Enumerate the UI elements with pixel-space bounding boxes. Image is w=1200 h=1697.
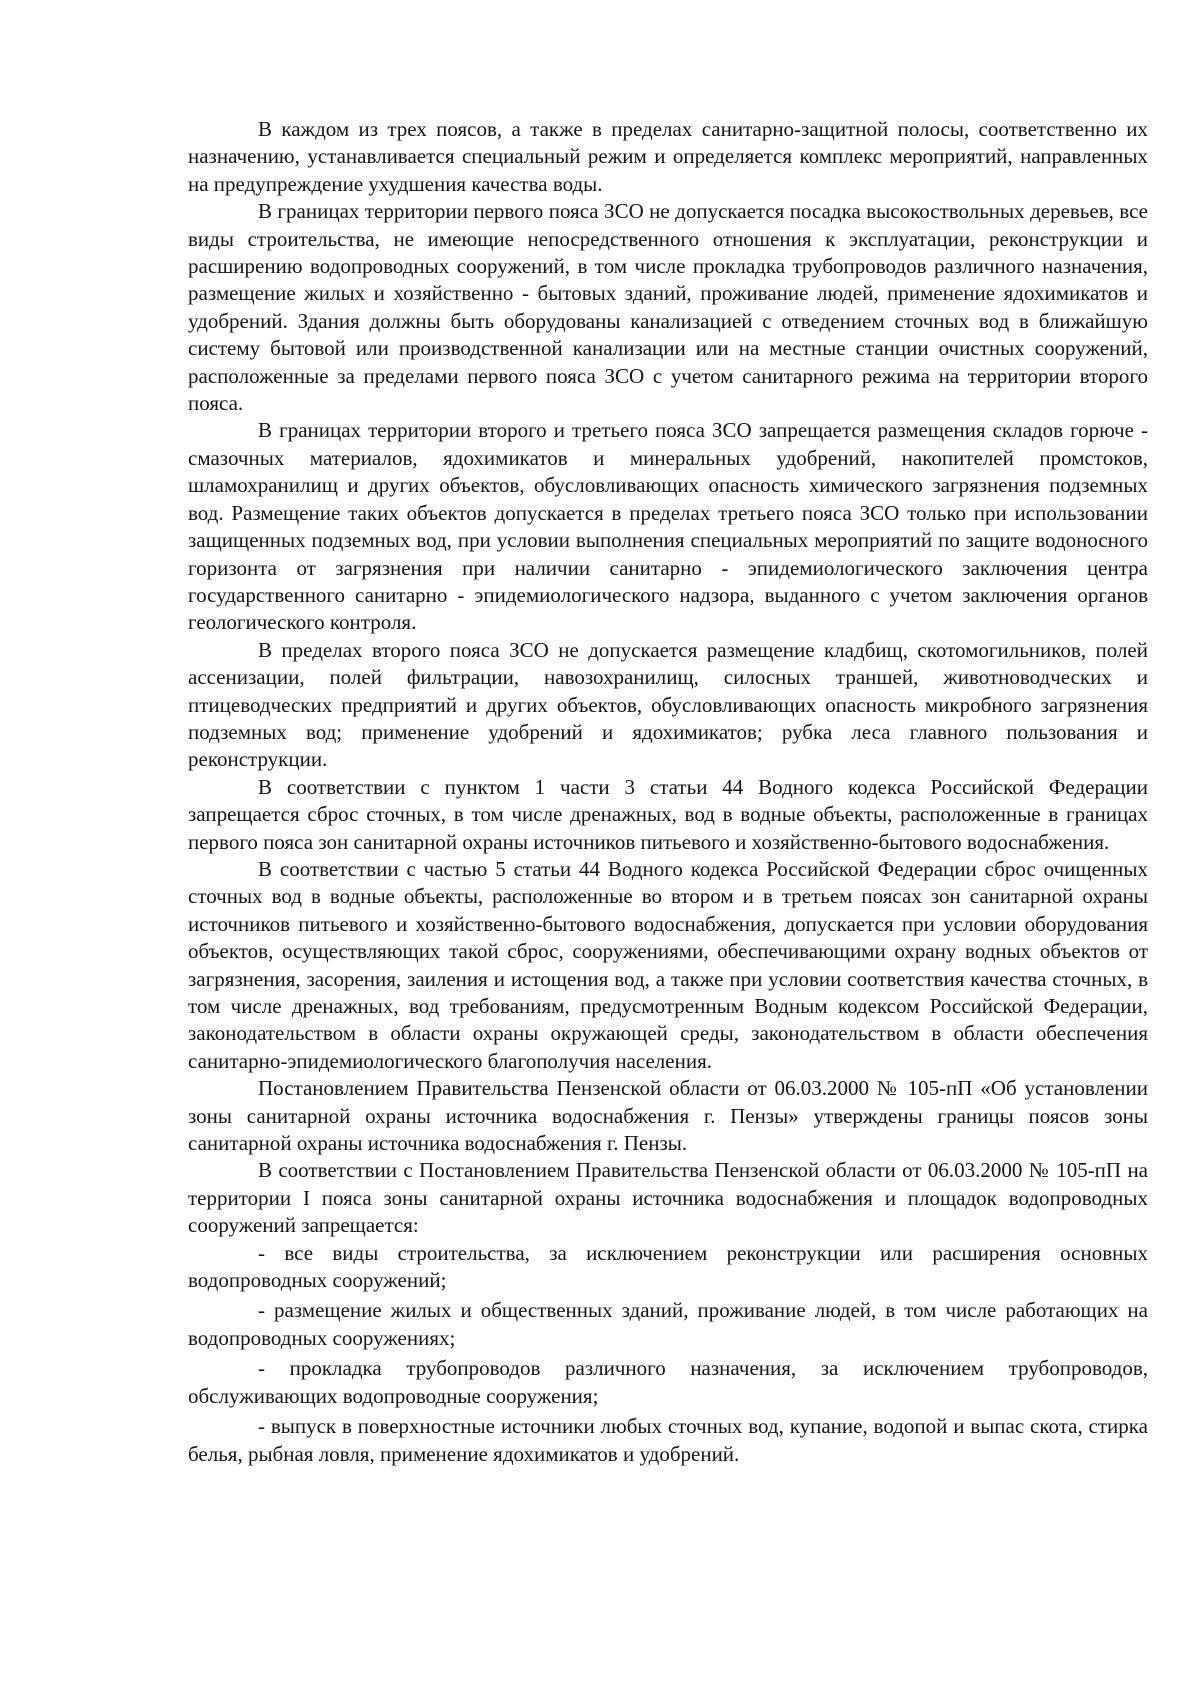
paragraph-penza-resolution: Постановлением Правительства Пензенской области от 06.03.2000 № 105-пП «Об установлении зоны санитарной охраны источника водоснабжения г. Пензы» утверждены границы поясов зоны санитарной охраны источника водоснабжения г. Пензы. — [188, 1076, 1148, 1156]
paragraph-water-code-clause-5: В соответствии с частью 5 статьи 44 Водного кодекса Российской Федерации сброс очищенных сточных вод в водные объекты, расположенные во втором и в третьем поясах зон санитарной охраны источников питьевого и хозяйственно-бытового водоснабжения, допускается при условии оборудования объектов, осуществляющих такой сброс, сооружениями, обеспечивающими охрану водных объектов от загрязнения, засорения, заиления и истощения вод, а также при условии соответствия качества сточных, в том числе дренажных, вод требованиям, предусмотренным Водным кодексом Российской Федерации, законодательством в области охраны окружающей среды, законодательством в области обеспечения санитарно-эпидемиологического благополучия населения. — [188, 856, 1148, 1073]
paragraph-second-belt: В пределах второго пояса ЗСО не допускается размещение кладбищ, скотомогильников, полей ассенизации, полей фильтрации, навозохранилищ, силосных траншей, животноводческих и птицеводческих предприятий и других объектов, обусловливающих опасность микробного загрязнения подземных вод; применение удобрений и ядохимикатов; рубка леса главного пользования и реконструкции. — [188, 637, 1148, 772]
paragraph-second-third-belt: В границах территории второго и третьего пояса ЗСО запрещается размещения складов горюче - смазочных материалов, ядохимикатов и минеральных удобрений, накопителей промстоков, шламохранилищ и других объектов, обусловливающих опасность химического загрязнения подземных вод. Размещение таких объектов допускается в пределах третьего пояса ЗСО только при использовании защищенных подземных вод, при условии выполнения специальных мероприятий по защите водоносного горизонта от загрязнения при наличии санитарно - эпидемиологического заключения центра государственного санитарно - эпидемиологического надзора, выданного с учетом заключения органов геологического контроля. — [188, 418, 1148, 635]
list-item-residential: - размещение жилых и общественных зданий, проживание людей, в том числе работающих на водопроводных сооружениях; — [188, 1298, 1148, 1350]
document-page — [188, 116, 1148, 1468]
paragraph-resolution-prohibitions: В соответствии с Постановлением Правительства Пензенской области от 06.03.2000 № 105-пП на территории I пояса зоны санитарной охраны источника водоснабжения и площадок водопроводных сооружений запрещается: — [188, 1158, 1148, 1238]
paragraph-zones-regime: В каждом из трех поясов, а также в пределах санитарно-защитной полосы, соответственно их назначению, устанавливается специальный режим и определяется комплекс мероприятий, направленных на предупреждение ухудшения качества воды. — [188, 117, 1148, 196]
list-item-pipelines: - прокладка трубопроводов различного назначения, за исключением трубопроводов, обслуживающих водопроводные сооружения; — [188, 1356, 1148, 1408]
list-item-construction: - все виды строительства, за исключением реконструкции или расширения основных водопроводных сооружений; — [188, 1240, 1148, 1293]
paragraph-first-belt: В границах территории первого пояса ЗСО не допускается посадка высокоствольных деревьев, все виды строительства, не имеющие непосредственного отношения к эксплуатации, реконструкции и расширению водопроводных сооружений, в том числе прокладка трубопроводов различного назначения, размещение жилых и хозяйственно - бытовых зданий, проживание людей, применение ядохимикатов и удобрений. Здания должны быть оборудованы канализацией с отведением сточных вод в ближайшую систему бытовой или производственной канализации или на местные станции очистных сооружений, расположенные за пределами первого пояса ЗСО с учетом санитарного режима на территории второго пояса. — [188, 199, 1148, 416]
list-item-discharge: - выпуск в поверхностные источники любых сточных вод, купание, водопой и выпас скота, стирка белья, рыбная ловля, применение ядохимикатов и удобрений. — [188, 1414, 1148, 1466]
paragraph-water-code-clause-1: В соответствии с пунктом 1 части 3 статьи 44 Водного кодекса Российской Федерации запрещается сброс сточных, в том числе дренажных, вод в водные объекты, расположенные в границах первого пояса зон санитарной охраны источников питьевого и хозяйственно-бытового водоснабжения. — [188, 774, 1148, 854]
